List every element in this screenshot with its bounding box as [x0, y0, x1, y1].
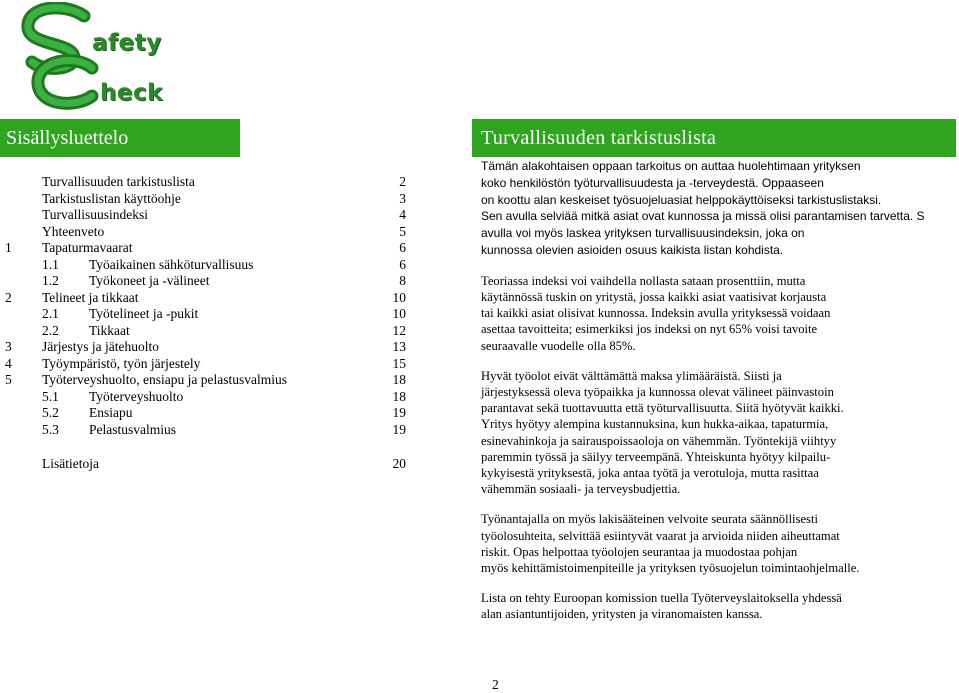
toc-entry-number: 1 — [5, 240, 12, 255]
toc-entry-title: Lisätietoja — [42, 456, 99, 471]
toc-entry-title: Pelastusvalmius — [89, 421, 176, 437]
toc-entry-title: Ensiapu — [89, 405, 133, 420]
toc-entry-title: Työterveyshuolto, ensiapu ja pelastusvalmius — [42, 372, 288, 387]
toc-entry[interactable] — [0, 389, 420, 406]
toc-entry-page: 18 — [392, 388, 406, 404]
toc-entry[interactable] — [0, 257, 420, 274]
toc-entry-subnumber: 1.1 — [42, 256, 59, 272]
body-paragraph: Hyvät työolot eivät välttämättä maksa ylimääräistä. Siisti ja järjestyksessä oleva työpaikka ja kunnossa olevat välineet päinvastoin parantavat sekä tuottavuutta että työturvallisuutta. Siitä hyötyvät kaikki. Yritys hyötyy alempina kustannuksina, kun hukka-aikaa, tapaturmia, esinevahinkoja ja sairauspoissaoloja on vähemmän. Työntekijä viihtyy paremmin työssä ja säilyy terveempänä. Yhteiskunta hyötyy kilpailu- kykyisestä yrityksestä, joka antaa työtä ja verotuloja, mutta rasittaa vähemmän sosiaali- ja terveysbudjettia. — [481, 368, 844, 497]
body-paragraph: Teoriassa indeksi voi vaihdella nollasta sataan prosenttiin, mutta käytännössä tuskin on yritystä, jossa kaikki asiat vaatisivat korjausta tai kaikki asiat olisivat kunnossa. Indeksin avulla yrityksessä voidaan asettaa tavoitteita; esimerkiksi jos indeksi on nyt 65% voisi tavoite seuraavalle vuodelle olla 85%. — [481, 273, 831, 353]
toc-entry[interactable] — [0, 207, 420, 224]
toc-entry-title: Työkoneet ja -välineet — [89, 273, 210, 288]
toc-entry-title: Tikkaat — [89, 322, 130, 338]
toc-entry[interactable] — [0, 224, 420, 241]
logo-word-check: heck — [100, 80, 163, 106]
toc-entry[interactable] — [0, 323, 420, 340]
toc-entry[interactable] — [0, 339, 420, 356]
toc-entry[interactable] — [0, 405, 420, 422]
body-paragraph: Tämän alakohtaisen oppaan tarkoitus on auttaa huolehtimaan yrityksen koko henkilöstön työturvallisuudesta ja -terveydestä. Oppaaseen on koottu alan keskeiset työsuojeluasiat helppokäyttöiseksi tarkistuslistaksi. Sen avulla selviää mitkä asiat ovat kunnossa ja missä olisi parantamisen tarvetta. S avulla voi myös laskea yrityksen turvallisuusindeksin, joka on kunnossa olevien asioiden osuus kaikista listan kohdista. — [481, 159, 925, 257]
toc-entry[interactable] — [0, 356, 420, 373]
toc-entry-page: 19 — [392, 405, 406, 420]
main-heading: Turvallisuuden tarkistuslista — [472, 119, 956, 157]
body-paragraph: Lista on tehty Euroopan komission tuella Työterveyslaitoksella yhdessä alan asiantuntijoiden, yritysten ja viranomaisten kanssa. — [481, 591, 842, 622]
toc-entry[interactable] — [0, 290, 420, 307]
toc-entry[interactable] — [0, 240, 420, 257]
logo-word-safety: afety — [92, 30, 162, 56]
toc-entry-page: 8 — [399, 273, 406, 288]
toc-entry-subnumber: 2.2 — [42, 322, 59, 338]
toc-entry-page: 18 — [392, 372, 406, 387]
page-number: 2 — [492, 677, 499, 692]
toc-entry-title: Turvallisuusindeksi — [42, 207, 149, 222]
toc-entry-page: 6 — [399, 256, 406, 272]
toc-spacer — [0, 438, 420, 456]
toc-entry-title: Työtelineet ja -pukit — [89, 306, 199, 321]
toc-entry-page: 5 — [399, 223, 406, 239]
toc-entry-number: 2 — [5, 289, 12, 305]
toc-entry-subnumber: 5.1 — [42, 388, 59, 404]
toc-entry[interactable] — [0, 174, 420, 191]
toc-entry-title: Työaikainen sähköturvallisuus — [89, 256, 254, 272]
table-of-contents — [0, 174, 420, 473]
toc-entry[interactable] — [0, 422, 420, 439]
toc-entry[interactable] — [0, 306, 420, 323]
toc-entry-page: 4 — [399, 207, 406, 222]
toc-entry-page: 13 — [392, 339, 406, 354]
toc-entry-page: 15 — [392, 355, 406, 371]
toc-entry-subnumber: 1.2 — [42, 273, 59, 288]
toc-entry-number: 4 — [5, 355, 12, 371]
toc-entry-title: Turvallisuuden tarkistuslista — [42, 174, 195, 189]
toc-entry-page: 2 — [399, 174, 406, 189]
toc-entry-title: Järjestys ja jätehuolto — [42, 339, 159, 354]
toc-entry[interactable] — [0, 273, 420, 290]
toc-entry-subnumber: 2.1 — [42, 306, 59, 321]
toc-entry-title: Työterveyshuolto — [89, 388, 184, 404]
toc-entry-number: 3 — [5, 339, 12, 354]
body-paragraph: Työnantajalla on myös lakisääteinen velvoite seurata säännöllisesti työolosuhteita, selvittää esiintyvät vaarat ja arvioida niiden aiheuttamat riskit. Opas helpottaa työolojen seurantaa ja muodostaa pohjan myös kehittämistoimenpiteille ja yrityksen työsuojelun toimintaohjelmalle. — [481, 512, 860, 576]
toc-entry-subnumber: 5.2 — [42, 405, 59, 420]
toc-entry-title: Telineet ja tikkaat — [42, 289, 139, 305]
toc-entry-page: 6 — [399, 240, 406, 255]
toc-entry-page: 10 — [392, 289, 406, 305]
toc-entry-title: Tapaturmavaarat — [42, 240, 133, 255]
toc-entry-page: 12 — [392, 322, 406, 338]
toc-entry-number: 5 — [5, 372, 12, 387]
toc-heading: Sisällysluettelo — [0, 119, 240, 157]
main-body — [481, 158, 959, 637]
toc-entry-page: 10 — [392, 306, 406, 321]
safety-check-logo — [14, 2, 164, 112]
toc-entry-lisatietoja[interactable] — [0, 456, 420, 473]
toc-entry-page: 19 — [392, 421, 406, 437]
toc-entry-page: 3 — [399, 190, 406, 206]
toc-entry-title: Tarkistuslistan käyttöohje — [42, 190, 181, 206]
toc-entry-subnumber: 5.3 — [42, 421, 59, 437]
toc-entry-page: 20 — [392, 456, 406, 471]
toc-entry[interactable] — [0, 191, 420, 208]
toc-entry[interactable] — [0, 372, 420, 389]
toc-entry-title: Yhteenveto — [42, 223, 105, 239]
toc-entry-title: Työympäristö, työn järjestely — [42, 355, 201, 371]
